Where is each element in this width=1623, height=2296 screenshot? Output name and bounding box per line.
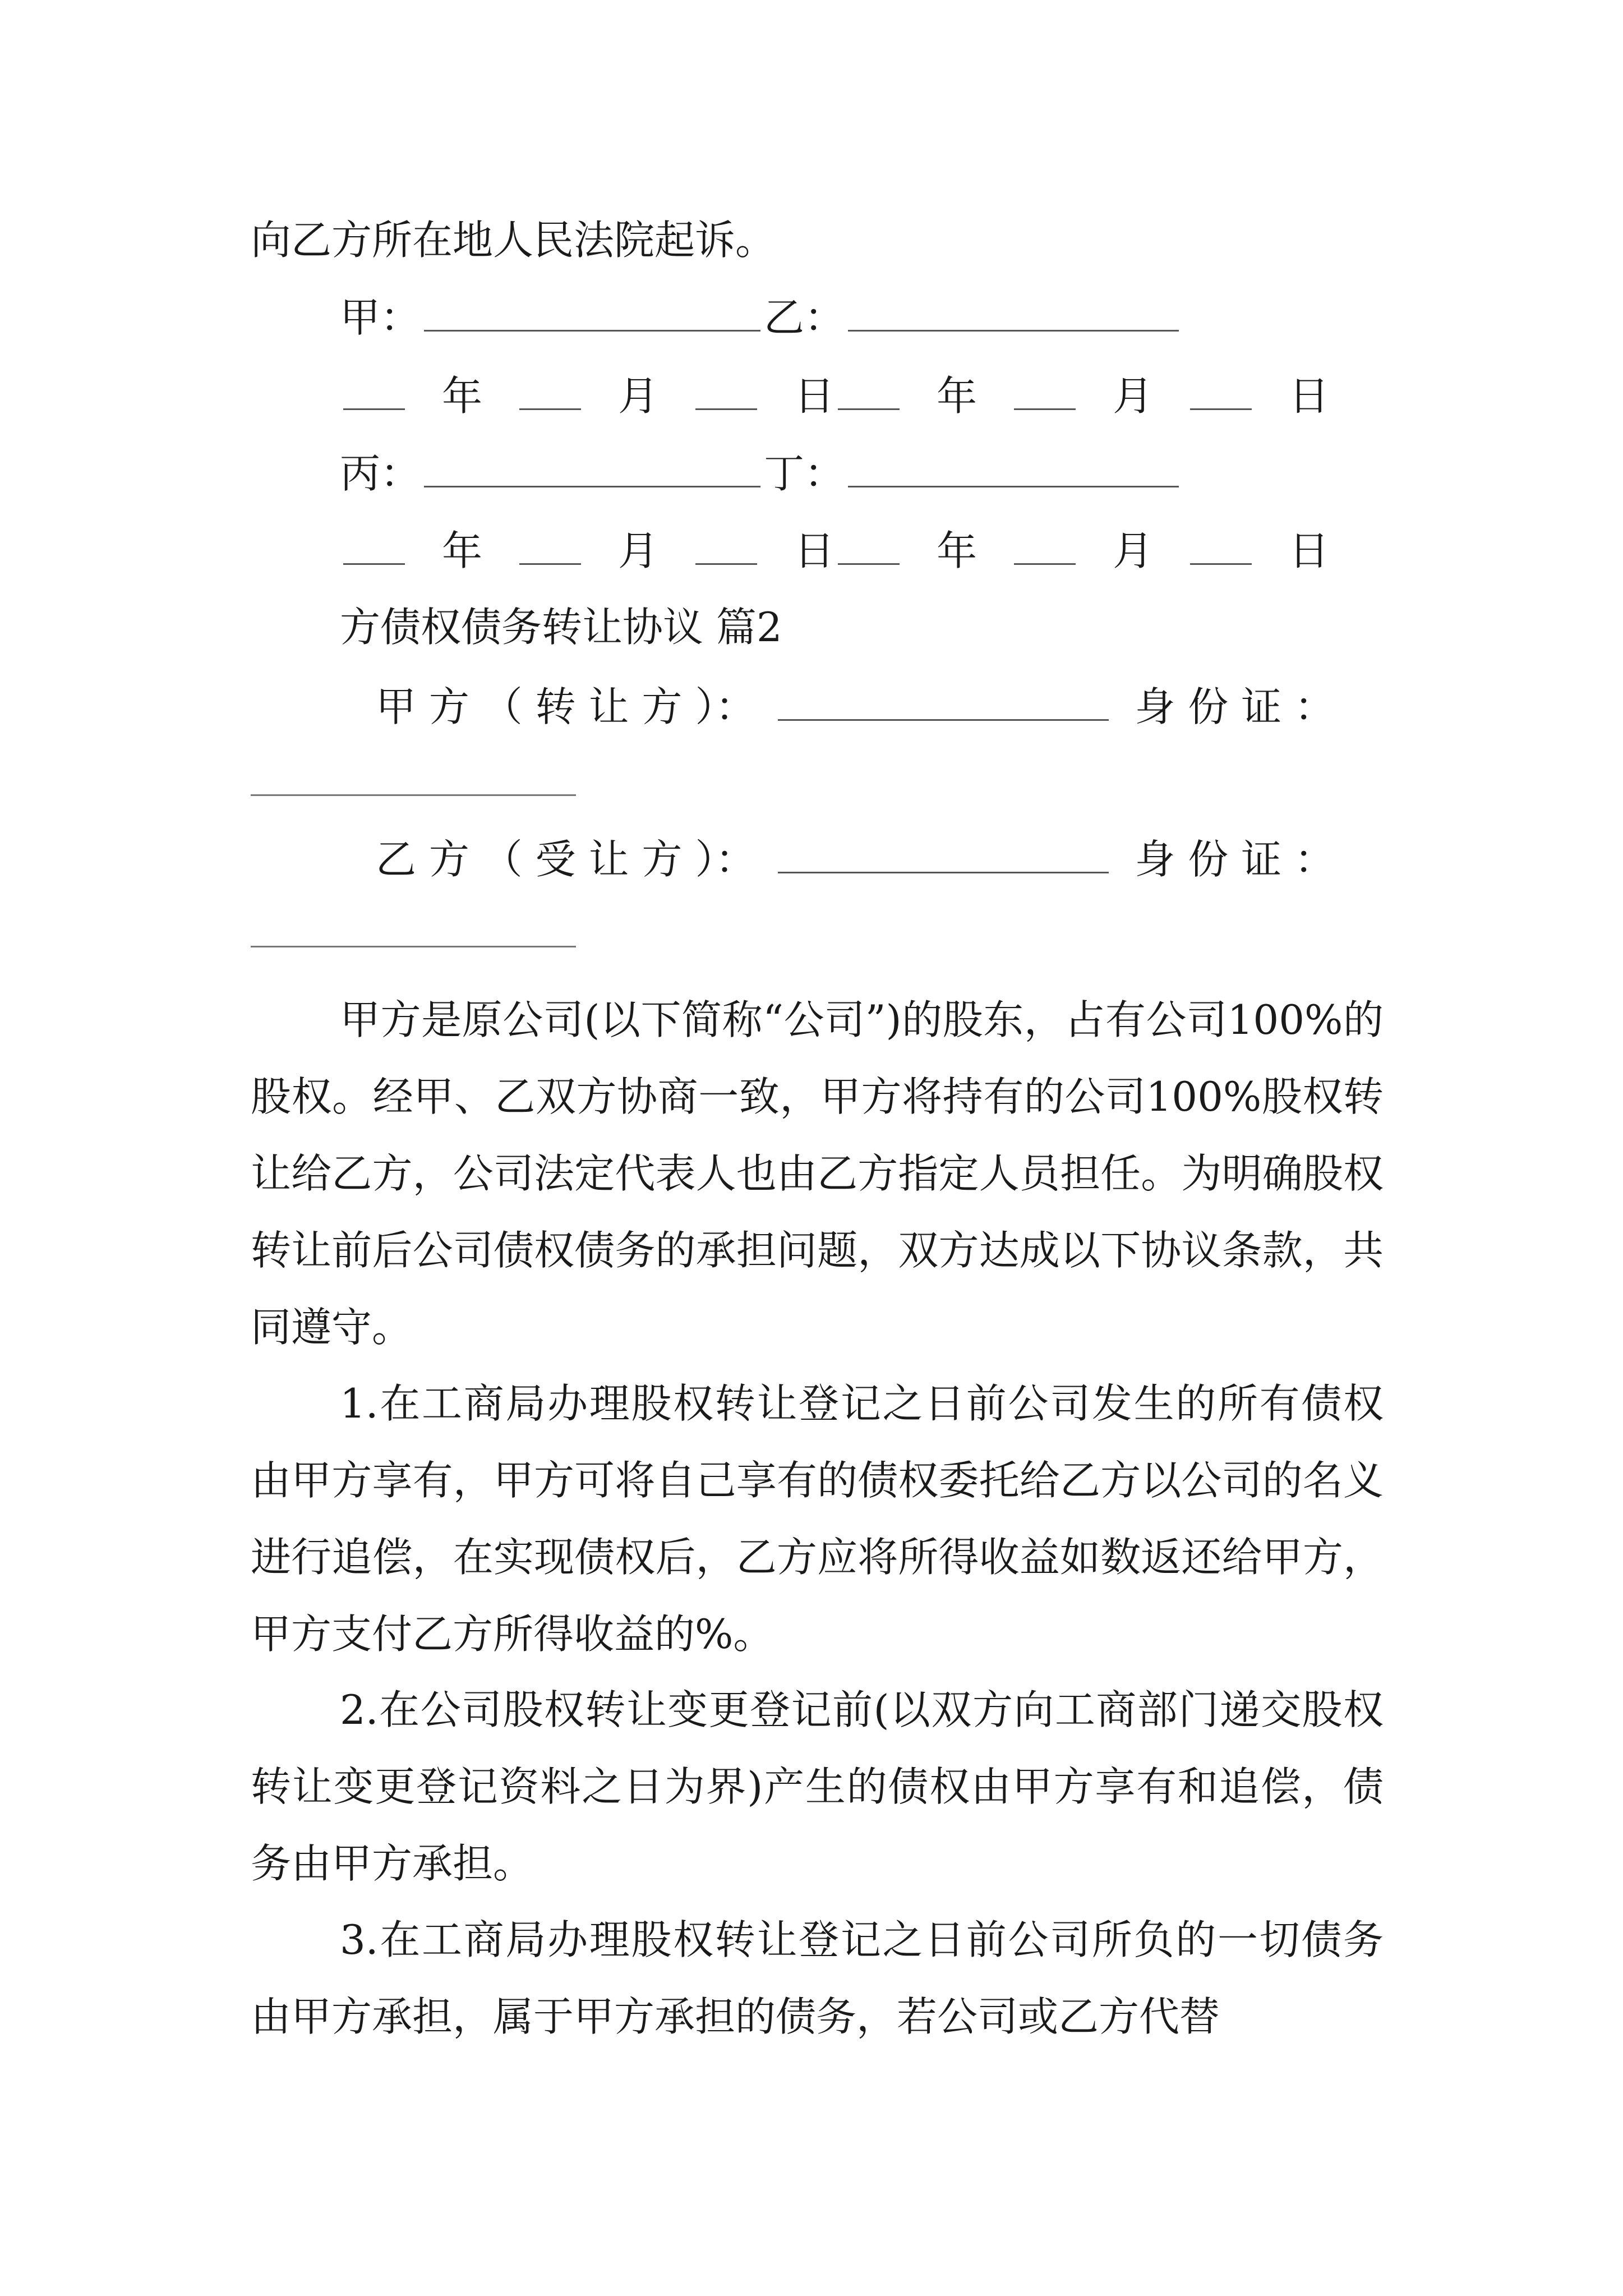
- paragraph-clause-2: 2.在公司股权转让变更登记前(以双方向工商部门递交股权转让变更登记资料之日为界)产生的债权由甲方享有和追偿，债务由甲方承担。: [251, 1686, 1384, 1887]
- top-line: 向乙方所在地人民法院起诉。: [251, 217, 776, 264]
- day-blank[interactable]: [695, 375, 757, 410]
- day-blank[interactable]: [695, 530, 757, 565]
- year-blank[interactable]: [838, 375, 900, 410]
- year-label: 年: [937, 372, 978, 420]
- jia-signature-blank[interactable]: [424, 296, 760, 332]
- month-label: 月: [1113, 527, 1154, 574]
- party-b-label: 乙 方 （ 受 让 方 ）：: [376, 836, 756, 883]
- day-label: 日: [1289, 527, 1330, 574]
- party-a-label: 甲 方 （ 转 让 方 ）：: [376, 683, 756, 730]
- paragraph-clause-3: 3.在工商局办理股权转让登记之日前公司所负的一切债务由甲方承担，属于甲方承担的债务，若公司或乙方代替: [251, 1916, 1384, 2040]
- year-blank[interactable]: [343, 530, 405, 565]
- day-label: 日: [1289, 372, 1330, 420]
- month-label: 月: [1113, 372, 1154, 420]
- party-b-name-blank[interactable]: [778, 838, 1109, 873]
- day-label: 日: [794, 372, 835, 420]
- year-label: 年: [442, 527, 483, 574]
- date-row-1: [340, 372, 1330, 420]
- month-blank[interactable]: [1014, 530, 1076, 565]
- yi-label: 乙：: [764, 294, 845, 341]
- ding-signature-blank[interactable]: [848, 452, 1179, 487]
- year-blank[interactable]: [838, 530, 900, 565]
- month-blank[interactable]: [519, 375, 581, 410]
- year-label: 年: [442, 372, 483, 420]
- day-label: 日: [794, 527, 835, 574]
- month-label: 月: [618, 527, 659, 574]
- party-b-row: [376, 836, 1335, 883]
- year-blank[interactable]: [343, 375, 405, 410]
- year-label: 年: [937, 527, 978, 574]
- party-b-id-label: 身 份 证 ：: [1135, 836, 1335, 883]
- party-a-id-blank[interactable]: [251, 794, 576, 796]
- signature-row-bing-ding: [340, 450, 1182, 497]
- bing-signature-blank[interactable]: [424, 452, 760, 487]
- ding-label: 丁：: [764, 450, 845, 497]
- party-a-name-blank[interactable]: [778, 685, 1109, 721]
- month-label: 月: [618, 372, 659, 420]
- paragraph-clause-1: 1.在工商局办理股权转让登记之日前公司发生的所有债权由甲方享有，甲方可将自己享有的债权委托给乙方以公司的名义进行追偿，在实现债权后，乙方应将所得收益如数返还给甲方，甲方支付乙方所得收益的%。: [251, 1380, 1384, 1658]
- signature-row-jia-yi: [340, 294, 1182, 341]
- day-blank[interactable]: [1190, 530, 1252, 565]
- yi-signature-blank[interactable]: [848, 296, 1179, 332]
- section-title: 方债权债务转让协议 篇2: [340, 604, 782, 651]
- date-row-2: [340, 527, 1330, 574]
- jia-label: 甲：: [340, 294, 421, 341]
- party-a-row: [376, 683, 1335, 730]
- month-blank[interactable]: [1014, 375, 1076, 410]
- party-b-id-blank[interactable]: [251, 946, 576, 947]
- party-a-id-label: 身 份 证 ：: [1135, 683, 1335, 730]
- day-blank[interactable]: [1190, 375, 1252, 410]
- paragraph-intro: 甲方是原公司(以下简称“公司”)的股东，占有公司100%的股权。经甲、乙双方协商一致，甲方将持有的公司100%股权转让给乙方，公司法定代表人也由乙方指定人员担任。为明确股权转让前后公司债权债务的承担问题，双方达成以下协议条款，共同遵守。: [251, 996, 1384, 1351]
- bing-label: 丙：: [340, 450, 421, 497]
- month-blank[interactable]: [519, 530, 581, 565]
